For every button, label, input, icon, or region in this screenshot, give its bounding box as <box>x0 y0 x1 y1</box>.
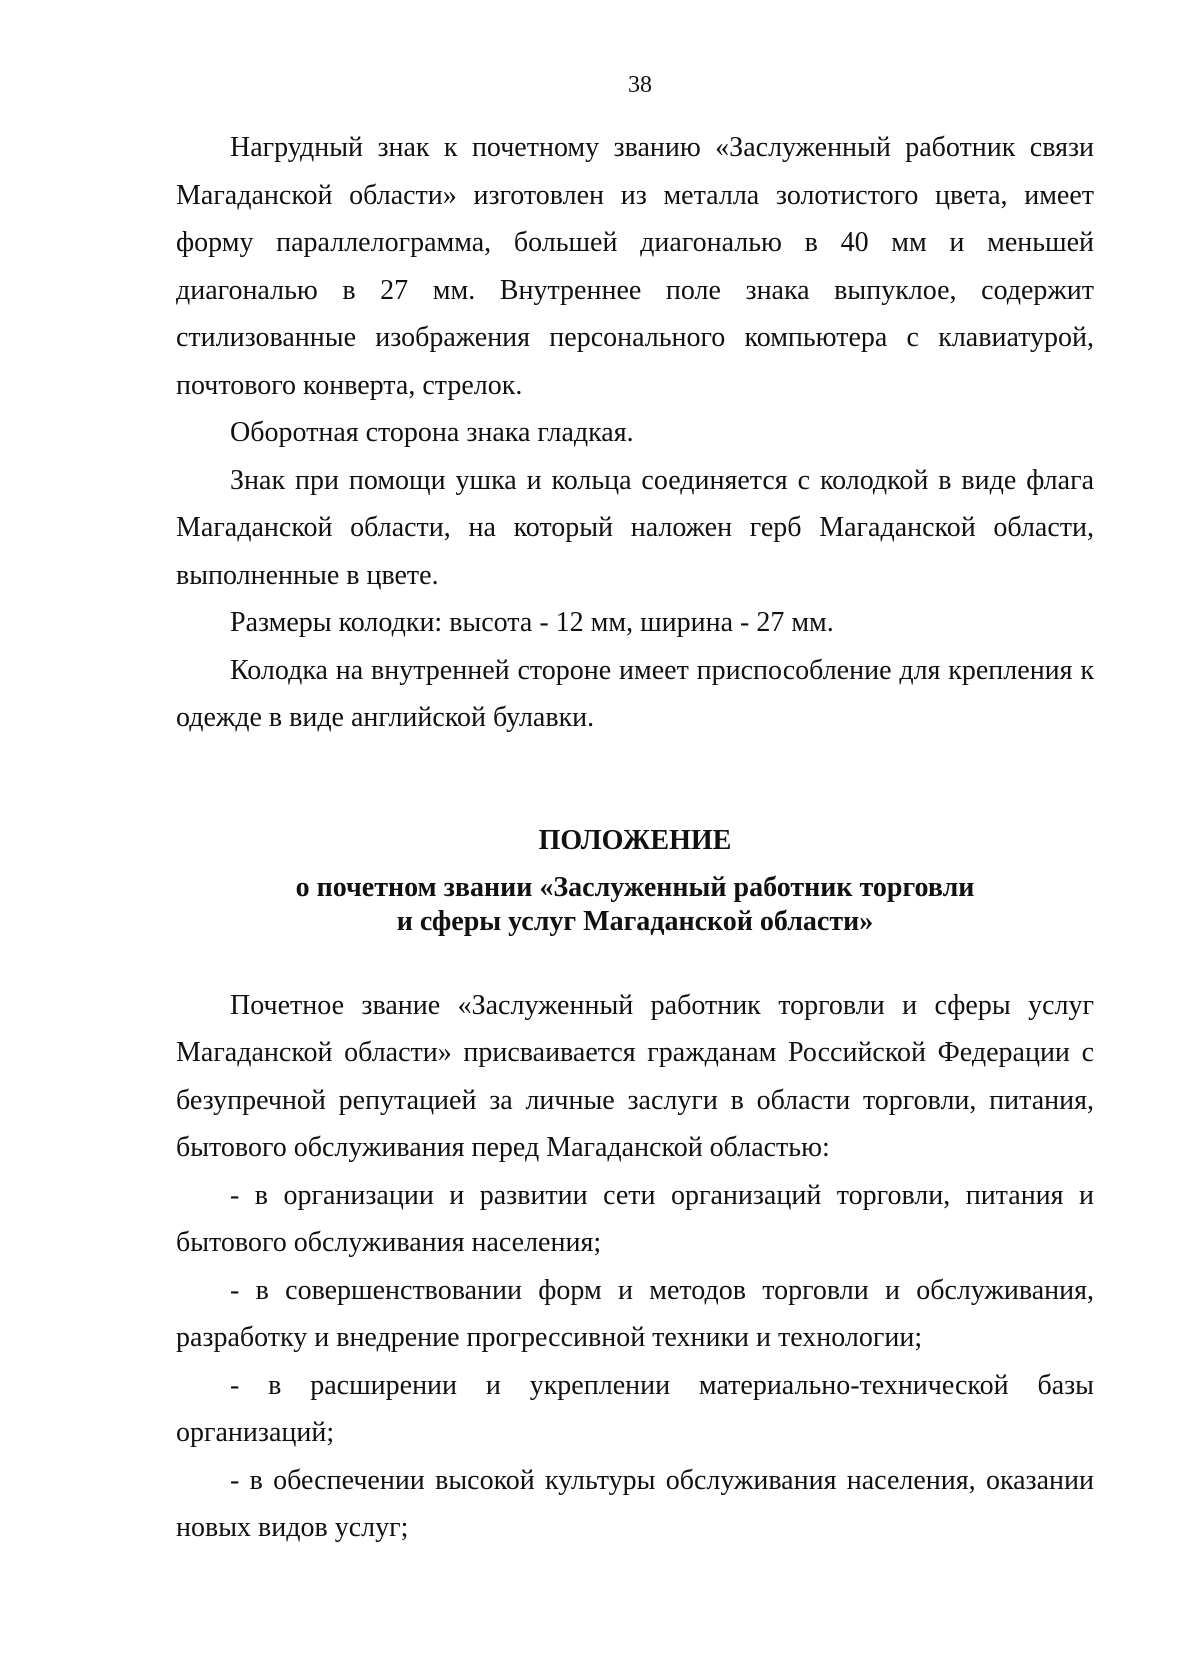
section-subheading-line-1: о почетном звании «Заслуженный работник торговли <box>295 871 975 903</box>
regulation-section <box>176 982 1094 1552</box>
document-body <box>176 124 1094 1552</box>
paragraph: Знак при помощи ушка и кольца соединяется с колодкой в виде флага Магаданской области, на который наложен герб Магаданской области, выполненные в цвете. <box>176 464 1094 591</box>
list-item: - в обеспечении высокой культуры обслуживания населения, оказании новых видов услуг; <box>176 1464 1094 1543</box>
section-subheading-line-2: и сферы услуг Магаданской области» <box>396 905 874 937</box>
page-number: 38 <box>628 72 652 98</box>
paragraph: Размеры колодки: высота - 12 мм, ширина - 27 мм. <box>230 607 834 638</box>
paragraph: Нагрудный знак к почетному званию «Заслуженный работник связи Магаданской области» изготовлен из металла золотистого цвета, имеет форму параллелограмма, большей диагональю в 40 мм и меньшей диагональю в 27 мм. Внутреннее поле знака выпуклое, содержит стилизованные изображения персонального компьютера с клавиатурой, почтового конверта, стрелок. <box>176 132 1094 401</box>
list-item: - в совершенствовании форм и методов торговли и обслуживания, разработку и внедрение прогрессивной техники и технологии; <box>176 1274 1094 1353</box>
badge-description-section <box>176 124 1094 742</box>
list-item: - в организации и развитии сети организаций торговли, питания и бытового обслуживания населения; <box>176 1179 1094 1258</box>
paragraph: Колодка на внутренней стороне имеет приспособление для крепления к одежде в виде английской булавки. <box>176 654 1094 733</box>
paragraph: Оборотная сторона знака гладкая. <box>230 417 634 448</box>
paragraph: Почетное звание «Заслуженный работник торговли и сферы услуг Магаданской области» присваивается гражданам Российской Федерации с безупречной репутацией за личные заслуги в области торговли, питания, бытового обслуживания перед Магаданской областью: <box>176 989 1094 1163</box>
list-item: - в расширении и укреплении материально-технической базы организаций; <box>176 1369 1094 1448</box>
section-heading: ПОЛОЖЕНИЕ <box>538 824 732 856</box>
